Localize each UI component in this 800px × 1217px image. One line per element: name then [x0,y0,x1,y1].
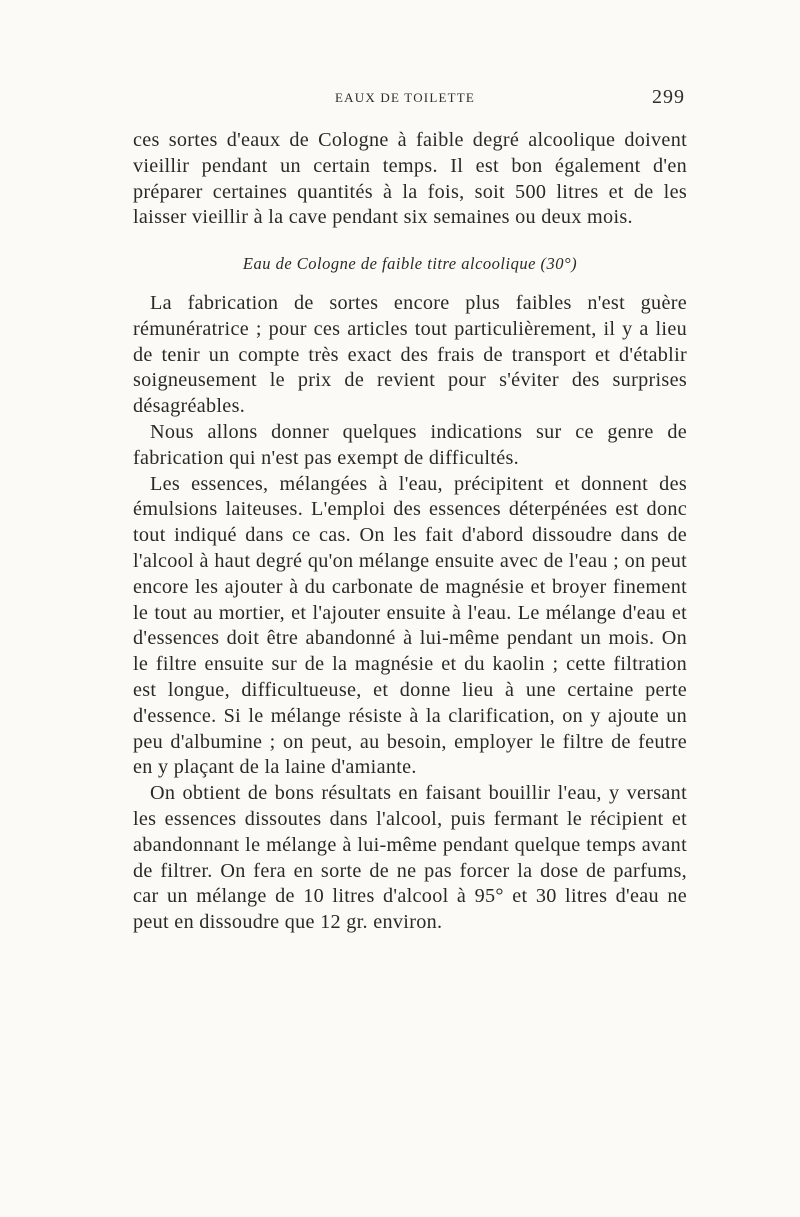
body-text [133,128,687,936]
paragraph: Les essences, mélangées à l'eau, précipitent et donnent des émulsions laiteuses. L'emploi des essences déterpénées est donc tout indiqué dans ce cas. On les fait d'abord dissoudre dans de l'alcool à haut degré qu'on mélange ensuite avec de l'eau ; on peut encore les ajouter à du carbonate de magnésie et broyer finement le tout au mortier, et l'ajouter ensuite à l'eau. Le mélange d'eau et d'essences doit être abandonné à lui-même pendant un mois. On le filtre ensuite sur de la magnésie et du kaolin ; cette filtration est longue, difficultueuse, et donne lieu à une certaine perte d'essence. Si le mélange résiste à la clarification, on y ajoute un peu d'albumine ; on peut, au besoin, employer le filtre de feutre en y plaçant de la laine d'amiante. [133,472,687,779]
section-title: Eau de Cologne de faible titre alcoolique (30°) [242,254,578,274]
page-header [135,86,685,110]
paragraph: On obtient de bons résultats en faisant bouillir l'eau, y versant les essences dissoutes dans l'alcool, puis fermant le récipient et abandonnant le mélange à lui-même pendant quelque temps avant de filtrer. On fera en sorte de ne pas forcer la dose de parfums, car un mélange de 10 litres d'alcool à 95° et 30 litres d'eau ne peut en dissoudre que 12 gr. environ. [133,782,687,934]
paragraph: ces sortes d'eaux de Cologne à faible degré alcoolique doivent vieillir pendant un certain temps. Il est bon également d'en préparer certaines quantités à la fois, soit 500 litres et de les laisser vieillir à la cave pendant six semaines ou deux mois. [133,129,687,229]
running-title: EAUX DE TOILETTE [335,90,476,105]
page-number: 299 [652,86,685,108]
paragraph: La fabrication de sortes encore plus faibles n'est guère rémunératrice ; pour ces articles tout particulièrement, il y a lieu de tenir un compte très exact des frais de transport et d'établir soigneusement le prix de revient pour s'éviter des surprises désagréables. [133,291,687,418]
paragraph: Nous allons donner quelques indications sur ce genre de fabrication qui n'est pas exempt de difficultés. [133,420,687,469]
